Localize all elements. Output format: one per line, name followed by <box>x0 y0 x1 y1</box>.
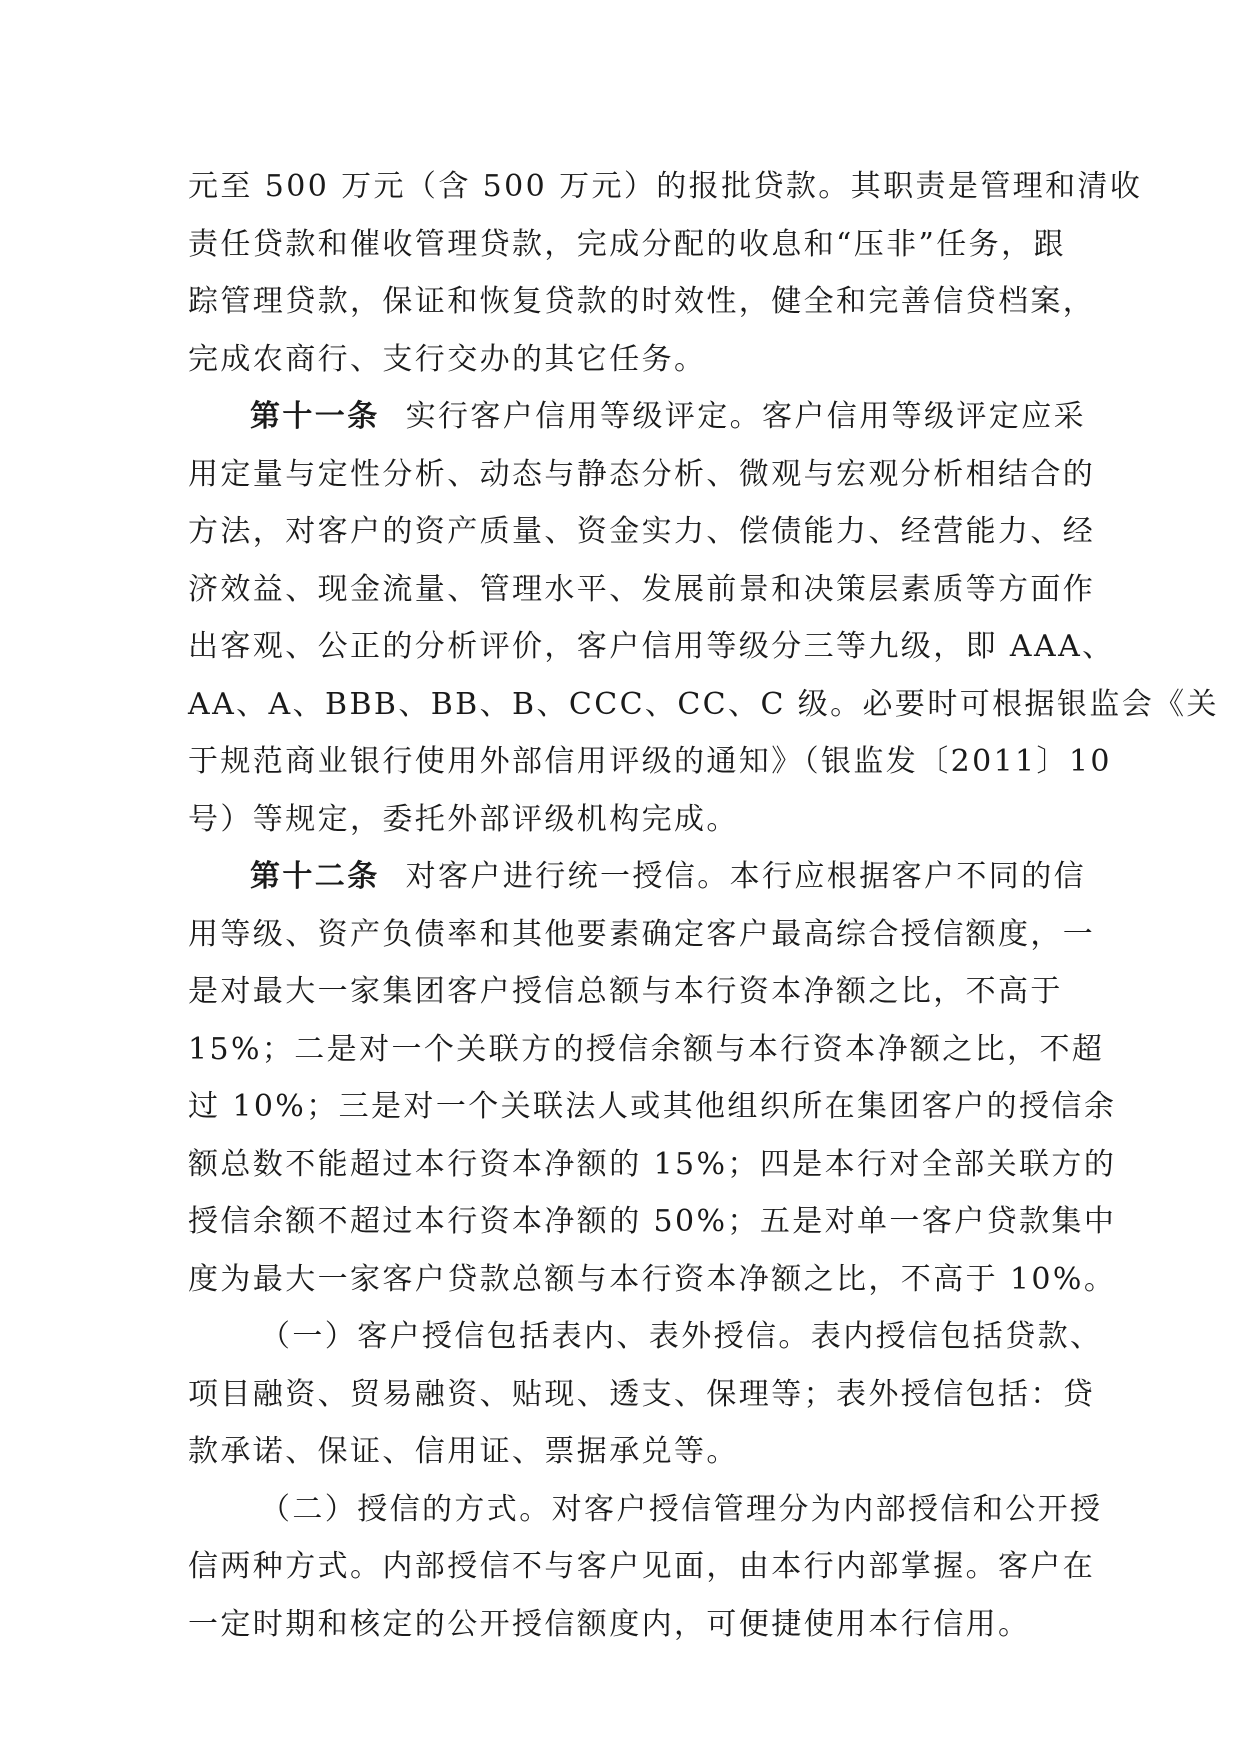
text-line: 信两种方式。内部授信不与客户见面，由本行内部掌握。客户在 <box>188 1549 1096 1584</box>
text-line: 于规范商业银行使用外部信用评级的通知》（银监发〔2011〕10 <box>188 744 1112 779</box>
text-line: 完成农商行、支行交办的其它任务。 <box>188 341 707 377</box>
text-line <box>188 388 1087 446</box>
text-line: 用等级、资产负债率和其他要素确定客户最高综合授信额度，一 <box>188 916 1096 952</box>
text-line: 度为最大一家客户贷款总额与本行资本净额之比，不高于 10%。 <box>188 1261 1117 1297</box>
clause-2 <box>188 1481 1103 1654</box>
text-line: 方法，对客户的资产质量、资金实力、偿债能力、经营能力、经 <box>188 514 1096 549</box>
article-11 <box>188 388 1219 848</box>
text-line: 款承诺、保证、信用证、票据承兑等。 <box>188 1434 739 1469</box>
text-line: 授信余额不超过本行资本净额的 50%；五是对单一客户贷款集中 <box>188 1204 1117 1239</box>
text-line: 15%；二是对一个关联方的授信余额与本行资本净额之比，不超 <box>188 1031 1105 1067</box>
clause-1 <box>188 1308 1103 1481</box>
article-text: 实行客户信用等级评定。客户信用等级评定应采 <box>405 399 1087 434</box>
article-number: 第十二条 <box>250 859 380 894</box>
text-line: 额总数不能超过本行资本净额的 15%；四是本行对全部关联方的 <box>188 1146 1117 1182</box>
text-line: 出客观、公正的分析评价，客户信用等级分三等九级，即 AAA、 <box>188 629 1115 664</box>
text-line: 号）等规定，委托外部评级机构完成。 <box>188 801 739 837</box>
text-line: （二）授信的方式。对客户授信管理分为内部授信和公开授 <box>260 1491 1103 1527</box>
article-number: 第十一条 <box>250 399 380 434</box>
text-line: 责任贷款和催收管理贷款，完成分配的收息和“压非”任务，跟 <box>188 226 1066 262</box>
text-line: 踪管理贷款，保证和恢复贷款的时效性，健全和完善信贷档案， <box>188 284 1096 319</box>
article-12 <box>188 848 1117 1308</box>
text-line: 济效益、现金流量、管理水平、发展前景和决策层素质等方面作 <box>188 571 1096 607</box>
text-line: 一定时期和核定的公开授信额度内，可便捷使用本行信用。 <box>188 1606 1031 1642</box>
paragraph-continuation <box>188 158 1143 388</box>
text-line: （一）客户授信包括表内、表外授信。表内授信包括贷款、 <box>260 1319 1103 1354</box>
text-line: 过 10%；三是对一个关联法人或其他组织所在集团客户的授信余 <box>188 1089 1117 1124</box>
text-line: AA、A、BBB、BB、B、CCC、CC、C 级。必要时可根据银监会《关 <box>188 686 1219 722</box>
text-line: 项目融资、贸易融资、贴现、透支、保理等；表外授信包括：贷 <box>188 1376 1096 1412</box>
document-body <box>188 158 1219 1653</box>
text-line: 是对最大一家集团客户授信总额与本行资本净额之比，不高于 <box>188 974 1063 1009</box>
text-line <box>188 848 1087 906</box>
article-text: 对客户进行统一授信。本行应根据客户不同的信 <box>405 859 1087 894</box>
text-line: 用定量与定性分析、动态与静态分析、微观与宏观分析相结合的 <box>188 456 1096 492</box>
text-line: 元至 500 万元（含 500 万元）的报批贷款。其职责是管理和清收 <box>188 169 1143 204</box>
